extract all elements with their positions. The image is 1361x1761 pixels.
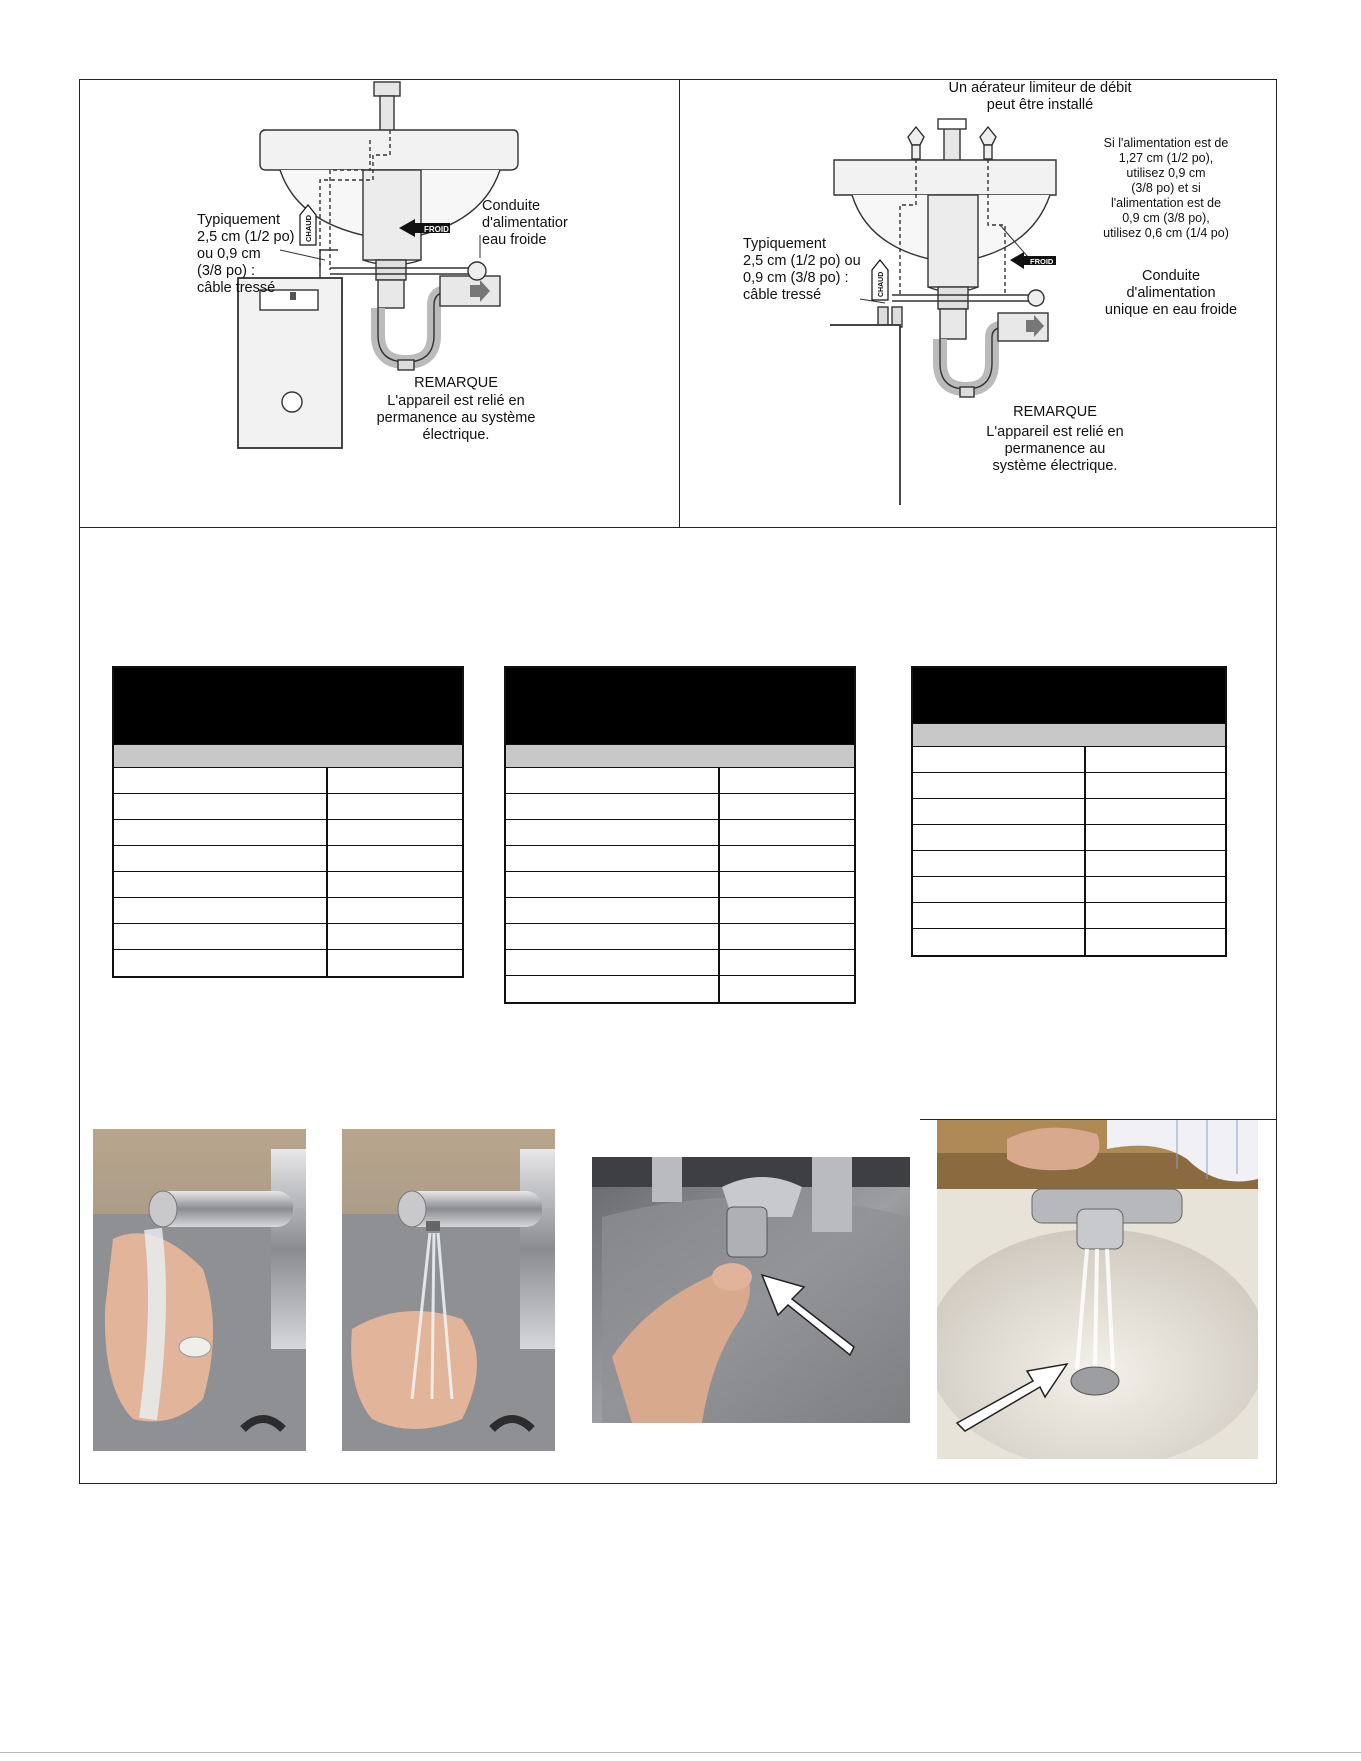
table-cell	[1086, 825, 1225, 850]
table-cell	[506, 846, 720, 871]
cold-arrow-tag	[1010, 252, 1056, 269]
table-cell	[720, 768, 854, 793]
column-divider	[679, 79, 680, 528]
cold-tag-text: FROID	[424, 225, 449, 234]
table-cell	[913, 929, 1086, 955]
table-row	[506, 976, 854, 1002]
table-cell	[506, 976, 720, 1002]
table-row	[114, 872, 462, 898]
table-cell	[1086, 747, 1225, 772]
right-sizes-label: Si l'alimentation est de 1,27 cm (1/2 po), utilisez 0,9 cm (3/8 po) et si l'alimentation est de 0,9 cm (3/8 po), utilisez 0,6 cm (1/4 po)	[1103, 136, 1229, 240]
table-cell	[913, 877, 1086, 902]
table-cell	[720, 872, 854, 897]
table-row	[913, 799, 1225, 825]
photo-faucet-running	[937, 1119, 1258, 1459]
table-row	[114, 898, 462, 924]
table-cell	[720, 846, 854, 871]
table-row	[913, 929, 1225, 955]
table-cell	[328, 794, 462, 819]
table-subheader	[506, 744, 854, 768]
table-cell	[1086, 851, 1225, 876]
table-cell	[506, 768, 720, 793]
table-header	[506, 668, 854, 744]
table-subheader	[913, 723, 1225, 747]
table-cell	[114, 768, 328, 793]
scan-edge-line	[0, 1752, 1361, 1753]
table-row	[913, 877, 1225, 903]
table-cell	[913, 747, 1086, 772]
table-cell	[114, 898, 328, 923]
table-cell	[720, 794, 854, 819]
table-cell	[506, 950, 720, 975]
table-row	[114, 924, 462, 950]
table-cell	[506, 820, 720, 845]
table-cell	[720, 976, 854, 1002]
table-cell	[328, 950, 462, 976]
table-cell	[328, 820, 462, 845]
table-row	[506, 820, 854, 846]
table-cell	[114, 872, 328, 897]
table-cell	[506, 898, 720, 923]
right-note-text: L'appareil est relié en permanence au système électrique.	[986, 424, 1124, 474]
table-cell	[114, 794, 328, 819]
right-supply-label: Typiquement 2,5 cm (1/2 po) ou 0,9 cm (3/8 po) : câble tressé	[743, 236, 861, 303]
table-row	[506, 898, 854, 924]
flow-table-2	[504, 666, 856, 1004]
table-cell	[328, 846, 462, 871]
table-cell	[506, 924, 720, 949]
right-aerator-label: Un aérateur limiteur de débit peut être installé	[948, 80, 1132, 113]
table-row	[506, 768, 854, 794]
table-cell	[913, 903, 1086, 928]
flow-table-1	[112, 666, 464, 978]
cold-tag-text: FROID	[1030, 257, 1054, 266]
table-row	[506, 872, 854, 898]
hot-tag-text: CHAUD	[878, 271, 885, 297]
table-cell	[1086, 877, 1225, 902]
table-row	[114, 794, 462, 820]
table-cell	[720, 950, 854, 975]
table-row	[114, 768, 462, 794]
table-cell	[114, 950, 328, 976]
table-row	[913, 903, 1225, 929]
table-header	[114, 668, 462, 744]
flow-table-3	[911, 666, 1227, 957]
table-row	[913, 773, 1225, 799]
table-row	[913, 851, 1225, 877]
table-cell	[1086, 903, 1225, 928]
right-note-title: REMARQUE	[1013, 404, 1097, 420]
table-row	[913, 747, 1225, 773]
table-cell	[114, 846, 328, 871]
photo-frame-line	[920, 1119, 1277, 1120]
table-subheader	[114, 744, 462, 768]
table-cell	[506, 872, 720, 897]
table-row	[506, 924, 854, 950]
photo-aerator-installed	[342, 1129, 555, 1451]
table-cell	[720, 898, 854, 923]
table-cell	[913, 773, 1086, 798]
table-cell	[328, 898, 462, 923]
left-cold-line-label: Conduite d'alimentatior eau froide	[482, 198, 568, 248]
table-cell	[720, 924, 854, 949]
hot-tag-text: CHAUD	[304, 214, 313, 242]
left-note-title: REMARQUE	[414, 375, 498, 391]
table-cell	[506, 794, 720, 819]
table-cell	[1086, 773, 1225, 798]
table-cell	[1086, 929, 1225, 955]
table-cell	[114, 820, 328, 845]
table-header	[913, 668, 1225, 723]
table-cell	[328, 768, 462, 793]
table-cell	[328, 872, 462, 897]
table-row	[506, 794, 854, 820]
table-row	[114, 846, 462, 872]
table-cell	[913, 799, 1086, 824]
table-row	[114, 820, 462, 846]
hot-arrow-tag	[872, 260, 888, 300]
table-row	[506, 950, 854, 976]
section-divider	[79, 527, 1277, 528]
left-note-text: L'appareil est relié en permanence au système électrique.	[376, 393, 536, 443]
table-cell	[114, 924, 328, 949]
table-cell	[913, 851, 1086, 876]
table-row	[506, 846, 854, 872]
table-cell	[1086, 799, 1225, 824]
table-row	[913, 825, 1225, 851]
left-supply-label: Typiquement 2,5 cm (1/2 po) ou 0,9 cm (3/8 po) : câble tressé	[197, 212, 295, 296]
table-cell	[913, 825, 1086, 850]
photo-aerator-unscrewing	[592, 1157, 910, 1423]
table-cell	[720, 820, 854, 845]
photo-aerator-removed	[93, 1129, 306, 1451]
table-cell	[328, 924, 462, 949]
right-cold-line-label: Conduite d'alimentation unique en eau froide	[1104, 268, 1238, 318]
table-row	[114, 950, 462, 976]
